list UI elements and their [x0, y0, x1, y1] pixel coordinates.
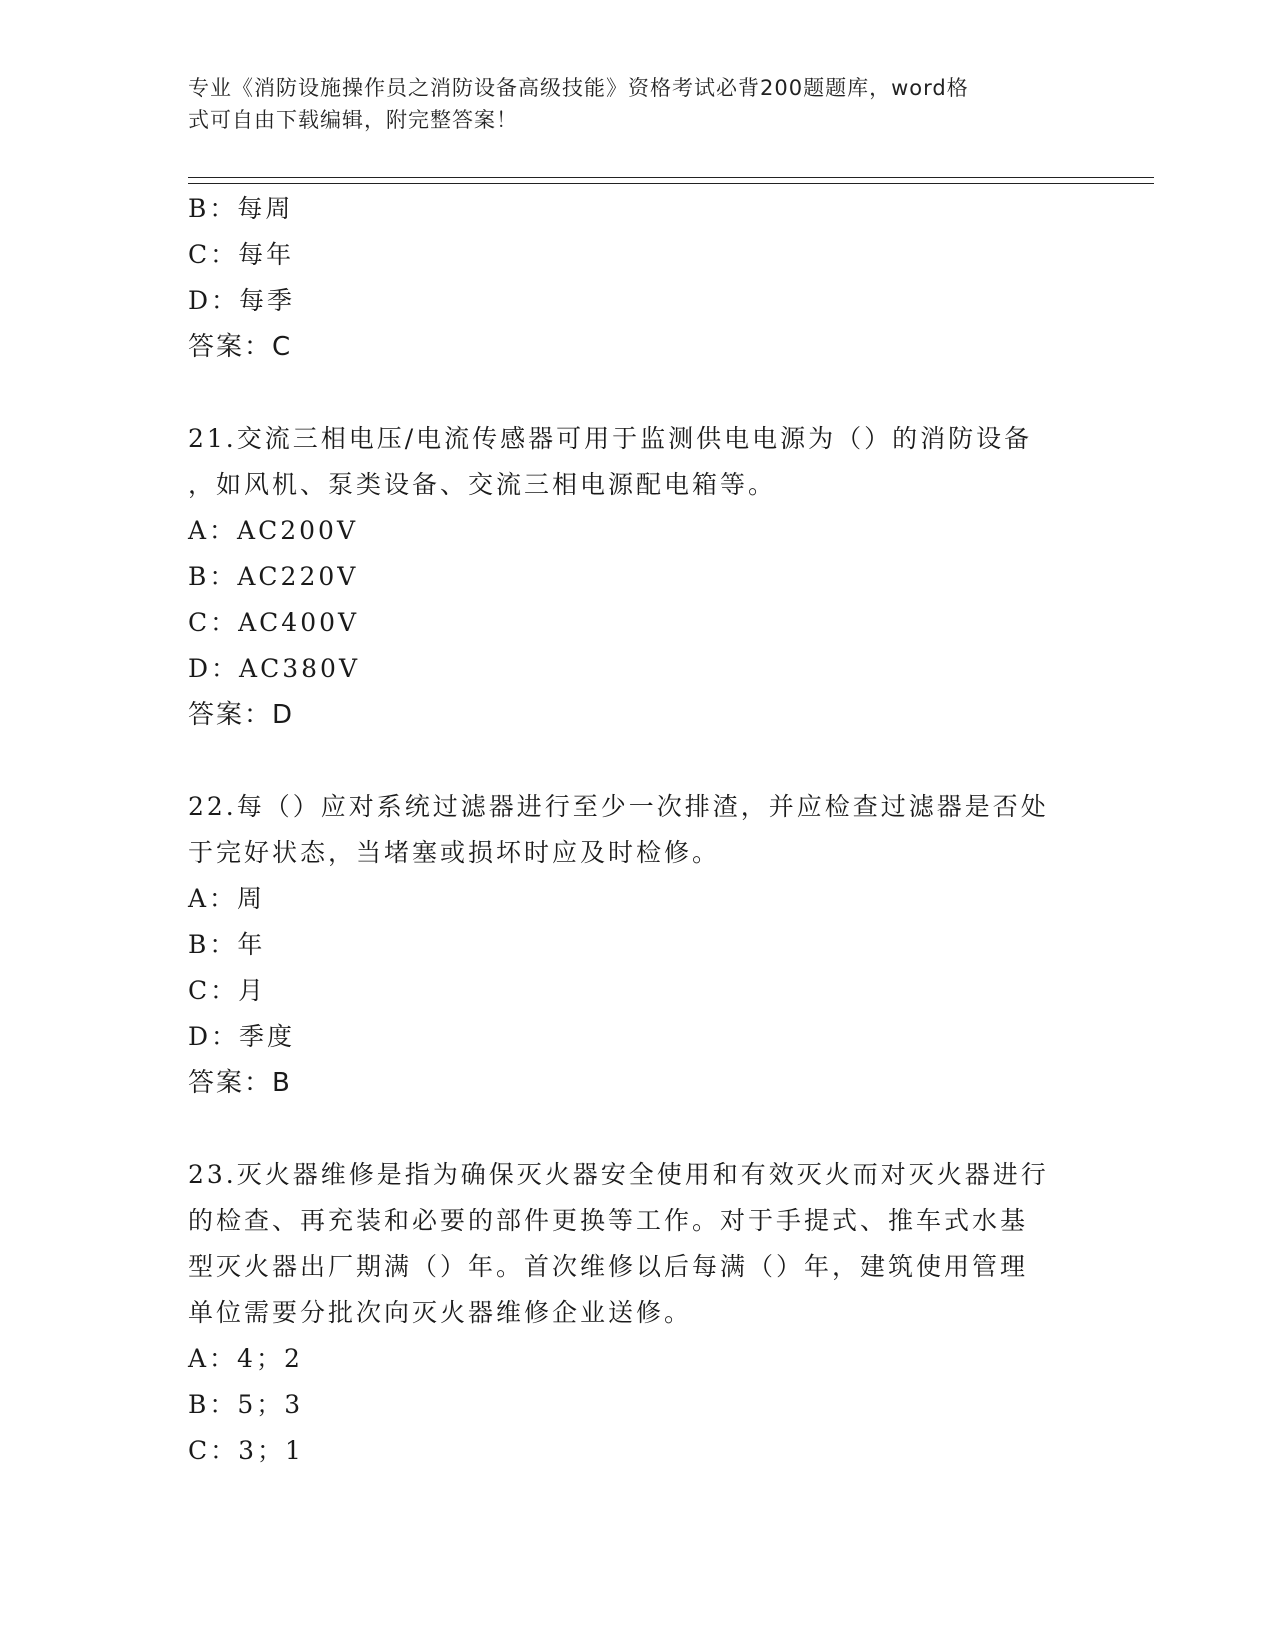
option-b: B：每周 — [188, 194, 294, 223]
option-c: C：AC400V — [188, 608, 360, 637]
header-divider-top — [188, 177, 1154, 178]
answer-line: 答案：C — [188, 332, 293, 362]
option-a: A：AC200V — [188, 516, 359, 545]
option-b: B：AC220V — [188, 562, 359, 591]
option-a: A：周 — [188, 884, 266, 913]
question-text-line: ，如风机、泵类设备、交流三相电源配电箱等。 — [188, 470, 777, 499]
answer-line: 答案：D — [188, 700, 295, 730]
document-header — [188, 72, 1068, 136]
question-list — [188, 186, 1068, 1474]
option-d: D：AC380V — [188, 654, 360, 683]
question-22 — [188, 784, 1068, 1106]
answer-line: 答案：B — [188, 1068, 292, 1098]
option-a: A：4；2 — [188, 1344, 303, 1373]
question-spacer — [188, 738, 1068, 784]
option-c: C：月 — [188, 976, 267, 1005]
question-spacer — [188, 370, 1068, 416]
question-text-line: 22.每（）应对系统过滤器进行至少一次排渣，并应检查过滤器是否处 — [188, 792, 1049, 821]
question-text-line: 的检查、再充装和必要的部件更换等工作。对于手提式、推车式水基 — [188, 1206, 1029, 1235]
option-d: D：季度 — [188, 1022, 296, 1051]
question-text-line: 型灭火器出厂期满（）年。首次维修以后每满（）年，建筑使用管理 — [188, 1252, 1029, 1281]
header-line-2: 式可自由下载编辑，附完整答案！ — [188, 108, 518, 132]
question-text-line: 23.灭火器维修是指为确保灭火器安全使用和有效灭火而对灭火器进行 — [188, 1160, 1049, 1189]
option-b: B：5；3 — [188, 1390, 304, 1419]
header-divider-bottom — [188, 183, 1154, 184]
question-text-line: 单位需要分批次向灭火器维修企业送修。 — [188, 1298, 693, 1327]
question-21 — [188, 416, 1068, 738]
question-spacer — [188, 1106, 1068, 1152]
question-text-line: 21.交流三相电压/电流传感器可用于监测供电电源为（）的消防设备 — [188, 424, 1033, 453]
question-23 — [188, 1152, 1068, 1474]
option-c: C：3；1 — [188, 1436, 304, 1465]
option-d: D：每季 — [188, 286, 296, 315]
option-b: B：年 — [188, 930, 266, 959]
question-text-line: 于完好状态，当堵塞或损坏时应及时检修。 — [188, 838, 721, 867]
option-c: C：每年 — [188, 240, 295, 269]
header-line-1: 专业《消防设施操作员之消防设备高级技能》资格考试必背200题题库，word格 — [188, 76, 969, 100]
question-20-tail — [188, 186, 1068, 370]
